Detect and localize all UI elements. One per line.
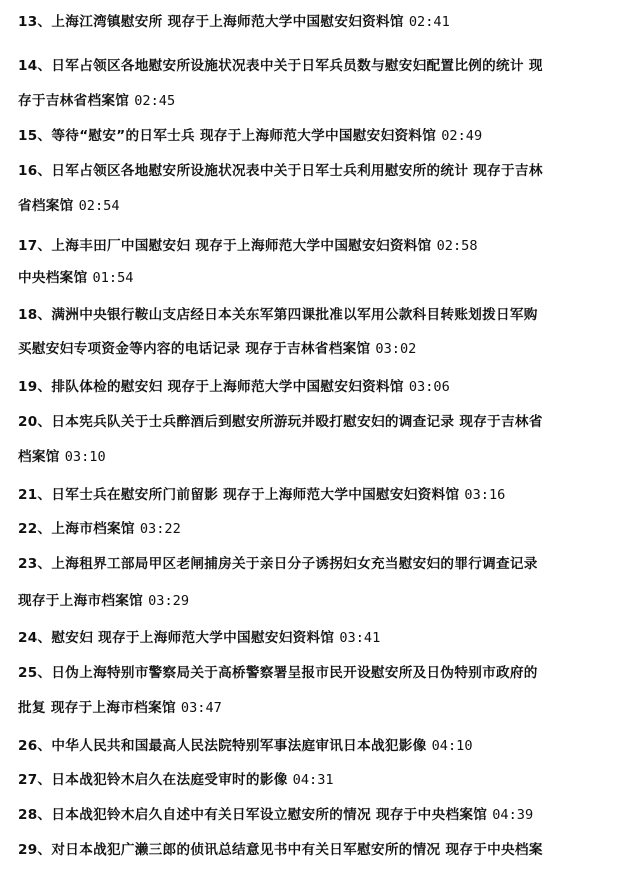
list-item [18,700,628,716]
item-text: 存于吉林省档案馆 [18,93,130,109]
item-text: 19、排队体检的慰安妇 现存于上海师范大学中国慰安妇资料馆 [18,379,404,395]
timestamp: 03:41 [339,630,381,646]
timestamp: 02:54 [78,198,120,214]
list-item [18,93,628,109]
timestamp: 02:45 [134,93,176,109]
list-item [18,163,628,179]
list-item [18,238,628,254]
timestamp: 04:10 [431,738,473,754]
item-text: 25、日伪上海特别市警察局关于高桥警察署呈报市民开设慰安所及日伪特别市政府的 [18,665,538,681]
list-item [18,307,628,323]
item-text: 档案馆 [18,449,60,465]
item-text: 批复 现存于上海市档案馆 [18,700,176,716]
list-item [18,341,628,357]
list-item [18,58,628,74]
timestamp: 04:31 [292,772,334,788]
item-text: 16、日军占领区各地慰安所设施状况表中关于日军士兵利用慰安所的统计 现存于吉林 [18,163,543,179]
item-text: 26、中华人民共和国最高人民法院特别军事法庭审讯日本战犯影像 [18,738,427,754]
item-text: 23、上海租界工部局甲区老闸捕房关于亲日分子诱拐妇女充当慰安妇的罪行调查记录 [18,556,538,572]
list-item [18,521,628,537]
list-item [18,198,628,214]
list-item [18,14,628,30]
item-text: 21、日军士兵在慰安所门前留影 现存于上海师范大学中国慰安妇资料馆 [18,487,460,503]
list-item [18,379,628,395]
timestamp: 03:47 [180,700,222,716]
item-text: 省档案馆 [18,198,74,214]
item-text: 18、满洲中央银行鞍山支店经日本关东军第四课批准以军用公款科目转账划拨日军购 [18,307,538,323]
item-text: 买慰安妇专项资金等内容的电话记录 现存于吉林省档案馆 [18,341,371,357]
item-text: 24、慰安妇 现存于上海师范大学中国慰安妇资料馆 [18,630,335,646]
timestamp: 03:22 [139,521,181,537]
list-item [18,665,628,681]
timestamp: 02:49 [441,128,483,144]
list-item [18,842,628,858]
list-item [18,630,628,646]
timestamp: 02:41 [408,14,450,30]
list-item [18,807,628,823]
timestamp: 03:02 [375,341,417,357]
timestamp: 03:10 [64,449,106,465]
list-item [18,487,628,503]
list-item [18,414,628,430]
list-item [18,449,628,465]
item-text: 现存于上海市档案馆 [18,593,144,609]
timestamp: 03:16 [464,487,506,503]
list-item [18,772,628,788]
list-item [18,738,628,754]
item-text: 15、等待“慰安”的日军士兵 现存于上海师范大学中国慰安妇资料馆 [18,128,437,144]
item-text: 中央档案馆 [18,270,88,286]
item-text: 17、上海丰田厂中国慰安妇 现存于上海师范大学中国慰安妇资料馆 [18,238,432,254]
timestamp: 03:06 [408,379,450,395]
item-text: 29、对日本战犯广濑三郎的侦讯总结意见书中有关日军慰安所的情况 现存于中央档案 [18,842,543,858]
item-text: 27、日本战犯铃木启久在法庭受审时的影像 [18,772,288,788]
list-item [18,270,628,286]
item-text: 20、日本宪兵队关于士兵醉酒后到慰安所游玩并殴打慰安妇的调查记录 现存于吉林省 [18,414,543,430]
timestamp: 01:54 [92,270,134,286]
list-item [18,556,628,572]
item-text: 14、日军占领区各地慰安所设施状况表中关于日军兵员数与慰安妇配置比例的统计 现 [18,58,543,74]
item-text: 22、上海市档案馆 [18,521,135,537]
list-item [18,128,628,144]
timestamp: 04:39 [492,807,534,823]
item-text: 13、上海江湾镇慰安所 现存于上海师范大学中国慰安妇资料馆 [18,14,404,30]
timestamp: 03:29 [148,593,190,609]
timestamp: 02:58 [436,238,478,254]
item-text: 28、日本战犯铃木启久自述中有关日军设立慰安所的情况 现存于中央档案馆 [18,807,488,823]
list-item [18,593,628,609]
